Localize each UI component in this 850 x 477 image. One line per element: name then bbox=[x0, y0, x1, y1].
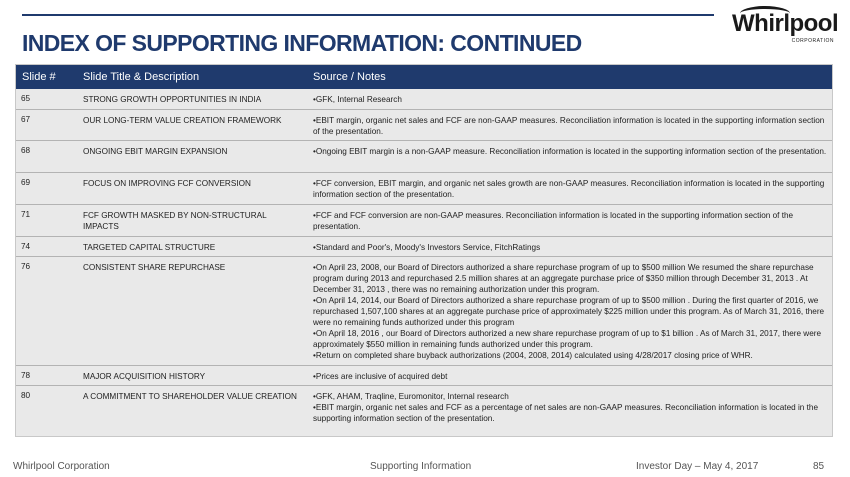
header-slide-number: Slide # bbox=[22, 71, 56, 83]
slide-title: ONGOING EBIT MARGIN EXPANSION bbox=[83, 147, 228, 156]
note-line: •EBIT margin, organic net sales and FCF are non-GAAP measures. Reconciliation information is located in the supporting information section of the presentation. bbox=[313, 116, 825, 136]
note-line: •Prices are inclusive of acquired debt bbox=[313, 372, 448, 381]
slide-number: 67 bbox=[21, 115, 31, 124]
slide-title: TARGETED CAPITAL STRUCTURE bbox=[83, 243, 216, 252]
note-line: •On April 14, 2014, our Board of Directors authorized a share repurchase program of up to $500 million . During the first quarter of 2016, we repurchased 1,507,100 shares at an aggregate purchase price of approximately $225 million under this program. As of March 31, 2016, there were no remaining funds authorized under this program bbox=[313, 296, 825, 327]
slide-title: FOCUS ON IMPROVING FCF CONVERSION bbox=[83, 179, 251, 188]
page-title: INDEX OF SUPPORTING INFORMATION: CONTINUED bbox=[22, 30, 582, 56]
source-notes bbox=[313, 115, 829, 137]
table-row bbox=[16, 237, 832, 257]
slide-title: MAJOR ACQUISITION HISTORY bbox=[83, 372, 206, 381]
slide-title: STRONG GROWTH OPPORTUNITIES IN INDIA bbox=[83, 95, 262, 104]
slide-number: 71 bbox=[21, 210, 31, 219]
slide-number: 65 bbox=[21, 94, 31, 103]
table-row bbox=[16, 141, 832, 173]
header-source-notes: Source / Notes bbox=[313, 71, 386, 83]
slide-number: 74 bbox=[21, 242, 31, 251]
footer-event: Investor Day – May 4, 2017 bbox=[636, 461, 759, 472]
note-line: •Standard and Poor's, Moody's Investors Service, FitchRatings bbox=[313, 243, 541, 252]
logo-subtext: CORPORATION bbox=[791, 38, 834, 44]
table-row bbox=[16, 110, 832, 141]
page-number: 85 bbox=[813, 461, 825, 472]
whirlpool-logo bbox=[732, 10, 838, 46]
table-header bbox=[16, 65, 832, 89]
table-row bbox=[16, 205, 832, 237]
note-line: •Return on completed share buyback authorizations (2004, 2008, 2014) calculated using 4/28/2017 closing price of WHR. bbox=[313, 351, 753, 360]
source-notes bbox=[313, 262, 829, 361]
table-row bbox=[16, 89, 832, 110]
footer-section: Supporting Information bbox=[370, 461, 472, 472]
slide-number: 68 bbox=[21, 146, 31, 155]
table-row bbox=[16, 386, 832, 436]
header-rule bbox=[22, 14, 714, 16]
source-notes bbox=[313, 210, 829, 232]
table-row bbox=[16, 366, 832, 386]
slide-number: 76 bbox=[21, 262, 31, 271]
source-notes bbox=[313, 146, 829, 157]
table-row bbox=[16, 257, 832, 366]
note-line: •GFK, AHAM, Traqline, Euromonitor, Internal research bbox=[313, 392, 509, 401]
slide-title: FCF GROWTH MASKED BY NON-STRUCTURAL IMPACTS bbox=[83, 211, 267, 231]
logo-wordmark: Whirlpool bbox=[732, 10, 839, 37]
source-notes bbox=[313, 242, 829, 253]
index-table bbox=[15, 64, 833, 437]
source-notes bbox=[313, 391, 829, 424]
slide-number: 78 bbox=[21, 371, 31, 380]
footer-company: Whirlpool Corporation bbox=[13, 461, 110, 472]
note-line: •On April 23, 2008, our Board of Directors authorized a share repurchase program of up to $500 million We resumed the share repurchase program during 2013 and repurchased 2.5 million shares at an aggregate purchase price of $350 million through December 31, 2013 . At December 31, 2013 , there was no remaining authorization under this program. bbox=[313, 263, 814, 294]
slide-title: A COMMITMENT TO SHAREHOLDER VALUE CREATION bbox=[83, 392, 297, 401]
note-line: •FCF conversion, EBIT margin, and organic net sales growth are non-GAAP measures. Reconciliation information is located in the supporting information section of the presentation. bbox=[313, 179, 825, 199]
slide-number: 80 bbox=[21, 391, 31, 400]
note-line: •Ongoing EBIT margin is a non-GAAP measure. Reconciliation information is located in the supporting information section of the presentation. bbox=[313, 147, 827, 156]
header-slide-title: Slide Title & Description bbox=[83, 71, 200, 83]
source-notes bbox=[313, 94, 829, 105]
slide-title: OUR LONG-TERM VALUE CREATION FRAMEWORK bbox=[83, 116, 282, 125]
note-line: •FCF and FCF conversion are non-GAAP measures. Reconciliation information is located in the supporting information section of the presentation. bbox=[313, 211, 794, 231]
source-notes bbox=[313, 178, 829, 200]
note-line: •GFK, Internal Research bbox=[313, 95, 402, 104]
slide-number: 69 bbox=[21, 178, 31, 187]
table-row bbox=[16, 173, 832, 205]
source-notes bbox=[313, 371, 829, 382]
slide-title: CONSISTENT SHARE REPURCHASE bbox=[83, 263, 226, 272]
note-line: •On April 18, 2016 , our Board of Directors authorized a new share repurchase program of up to $1 billion . As of March 31, 2017, there were approximately $550 million in remaining funds authorized under this program. bbox=[313, 329, 822, 349]
note-line: •EBIT margin, organic net sales and FCF as a percentage of net sales are non-GAAP measures. Reconciliation information is located in the supporting information section of the presentation. bbox=[313, 403, 818, 423]
